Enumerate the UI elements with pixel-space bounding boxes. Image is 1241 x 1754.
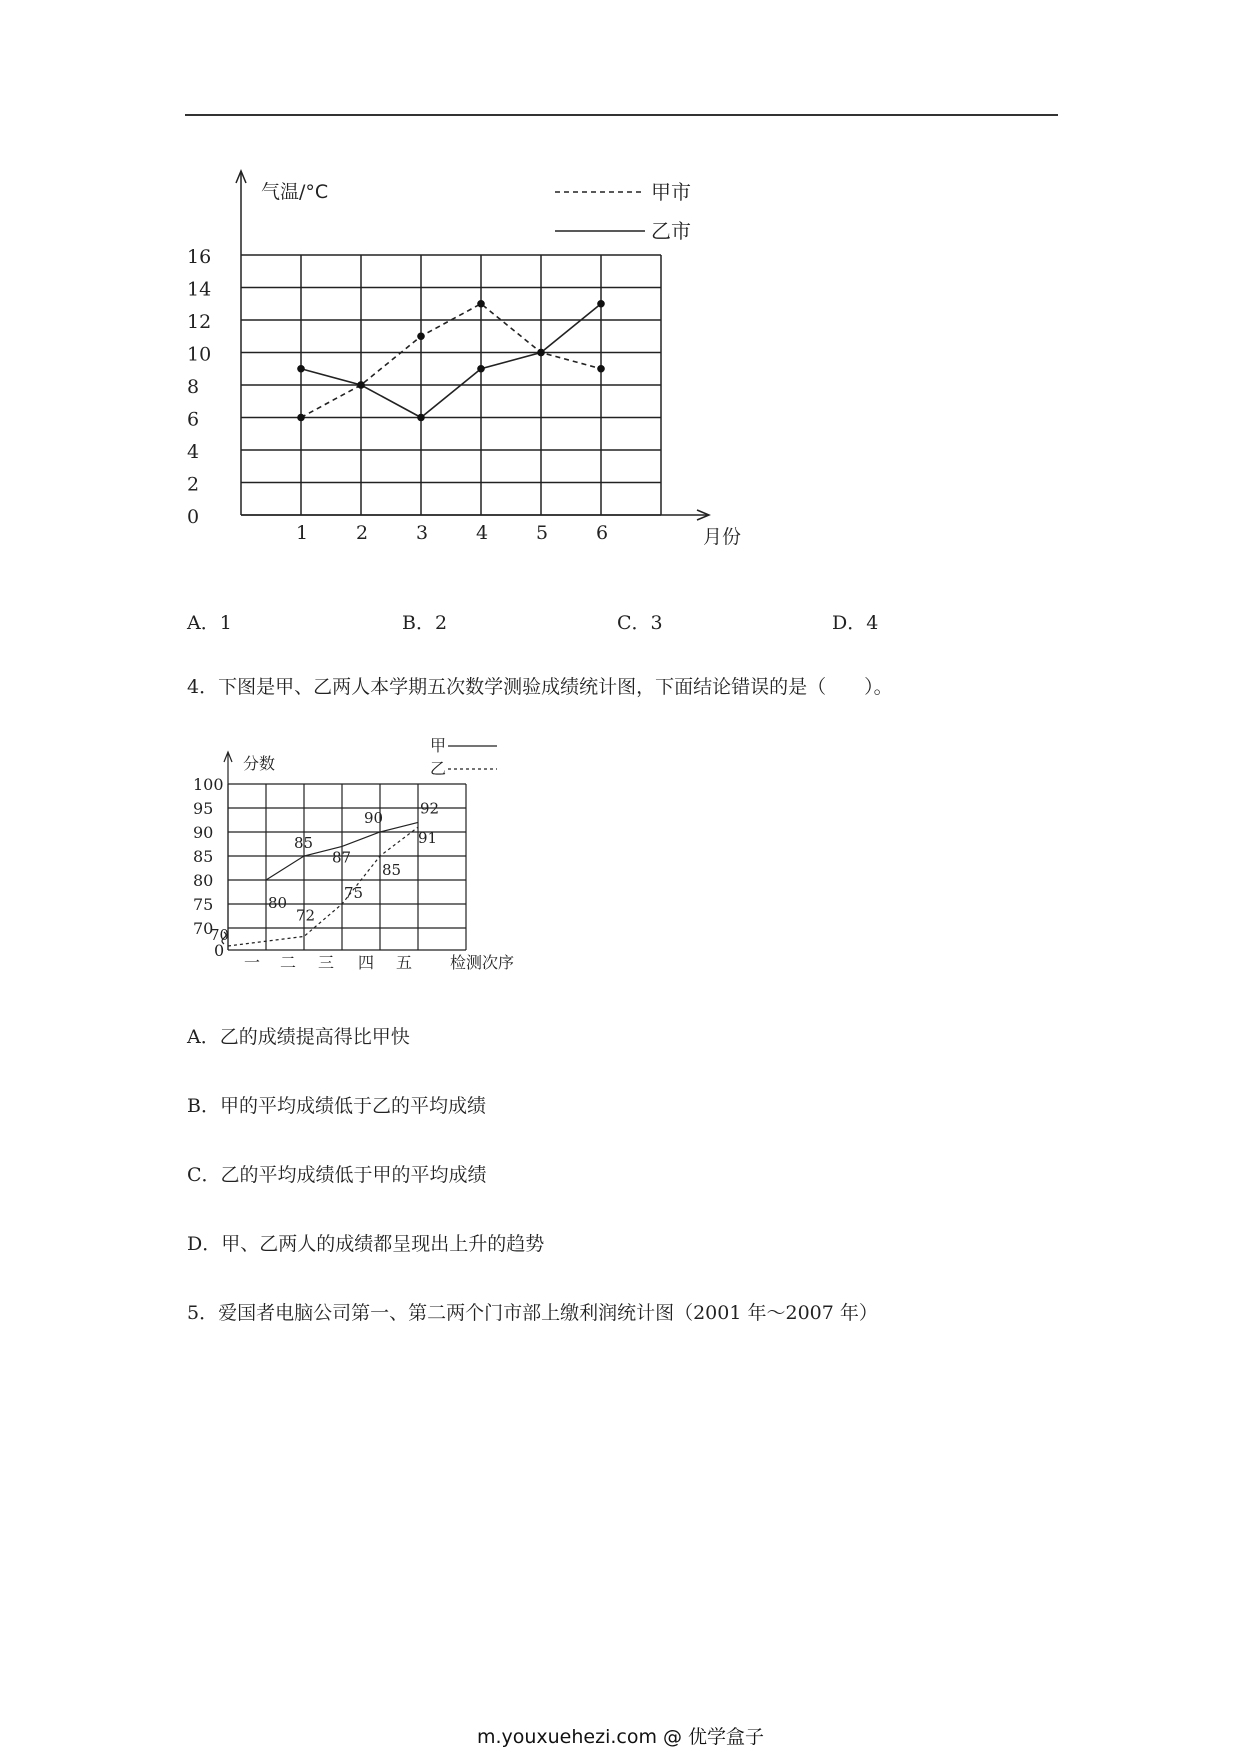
data-point (297, 365, 305, 373)
chart1-legend (555, 180, 691, 243)
x-tick-label: 1 (296, 522, 309, 544)
x-tick-label: 5 (536, 522, 549, 544)
data-point (597, 365, 605, 373)
y-tick-label: 95 (193, 799, 214, 818)
y-tick-label: 80 (193, 871, 214, 890)
x-tick-label: 四 (358, 953, 375, 972)
y-tick-label: 14 (187, 278, 212, 301)
q3-option-a[interactable]: A．1 (187, 612, 232, 634)
data-point (417, 332, 425, 340)
header-rule (185, 114, 1058, 116)
y-tick-label: 12 (187, 311, 212, 333)
data-point (597, 300, 605, 308)
data-point (537, 349, 545, 357)
chart1-axes (236, 171, 709, 520)
data-label: 70 (210, 926, 230, 944)
legend-label-jia-city: 甲市 (651, 180, 691, 204)
legend-label-jia: 甲 (430, 736, 447, 755)
data-point (357, 381, 365, 389)
data-label: 90 (364, 809, 384, 827)
y-tick-label: 70 (193, 919, 214, 938)
chart1-y-tick-labels (187, 246, 211, 528)
q3-option-d[interactable]: D．4 (832, 612, 879, 634)
q3-option-c[interactable]: C．3 (617, 612, 663, 634)
x-tick-label: 五 (396, 953, 413, 972)
x-tick-label: 一 (244, 953, 261, 972)
temperature-chart (185, 165, 765, 560)
y-tick-label: 90 (193, 823, 214, 842)
y-tick-label: 4 (187, 441, 200, 463)
x-tick-label: 2 (356, 522, 369, 544)
x-tick-label: 4 (476, 522, 489, 544)
y-tick-label: 6 (187, 408, 200, 431)
q5-stem: 5．爱国者电脑公司第一、第二两个门市部上缴利润统计图（2001 年～2007 年） (187, 1302, 878, 1324)
data-label: 80 (268, 894, 288, 912)
series-line (301, 304, 601, 418)
scores-chart (190, 732, 550, 982)
chart2-y-axis-label: 分数 (243, 754, 276, 773)
chart2-legend (430, 736, 497, 778)
y-tick-label: 0 (214, 941, 225, 960)
legend-label-yi: 乙 (430, 759, 447, 778)
q4-option-b[interactable]: B．甲的平均成绩低于乙的平均成绩 (187, 1095, 486, 1117)
data-label: 85 (382, 861, 402, 879)
series-line (301, 304, 601, 418)
y-tick-label: 0 (187, 506, 200, 528)
legend-label-yi-city: 乙市 (651, 219, 691, 243)
data-point (477, 365, 485, 373)
chart1-y-axis-label: 气温/°C (261, 181, 329, 203)
data-point (297, 414, 305, 422)
data-point (417, 414, 425, 422)
q4-stem: 4．下图是甲、乙两人本学期五次数学测验成绩统计图，下面结论错误的是（ ）。 (187, 676, 893, 698)
data-label: 75 (344, 884, 364, 902)
data-label: 72 (296, 906, 316, 925)
y-tick-label: 100 (193, 775, 224, 794)
q4-option-a[interactable]: A．乙的成绩提高得比甲快 (187, 1026, 410, 1048)
chart2-x-axis-label: 检测次序 (450, 953, 515, 972)
y-tick-label: 75 (193, 895, 214, 914)
q3-option-b[interactable]: B．2 (402, 612, 448, 634)
data-label: 87 (332, 848, 352, 867)
y-tick-label: 10 (187, 343, 212, 366)
chart1-series (297, 300, 605, 421)
y-tick-label: 8 (187, 376, 200, 398)
footer-source: m.youxuehezi.com @ 优学盒子 (476, 1726, 765, 1748)
data-label: 92 (420, 799, 440, 818)
data-label: 91 (418, 829, 438, 848)
q3-options (187, 608, 1087, 634)
x-tick-label: 6 (596, 522, 609, 544)
chart1-x-tick-labels (296, 522, 608, 544)
y-tick-label: 2 (187, 473, 200, 496)
y-tick-label: 16 (187, 246, 212, 268)
chart2-data-labels (210, 799, 439, 944)
x-tick-label: 3 (416, 522, 429, 544)
chart2-x-tick-labels (244, 953, 412, 972)
chart1-grid (241, 255, 661, 515)
chart1-x-axis-label: 月份 (703, 526, 742, 548)
y-tick-label: 85 (193, 847, 214, 866)
data-point (477, 300, 485, 308)
q4-option-c[interactable]: C．乙的平均成绩低于甲的平均成绩 (187, 1164, 487, 1186)
x-tick-label: 三 (318, 953, 335, 972)
q4-option-d[interactable]: D．甲、乙两人的成绩都呈现出上升的趋势 (187, 1233, 545, 1255)
x-tick-label: 二 (280, 953, 297, 972)
data-label: 85 (294, 834, 314, 852)
